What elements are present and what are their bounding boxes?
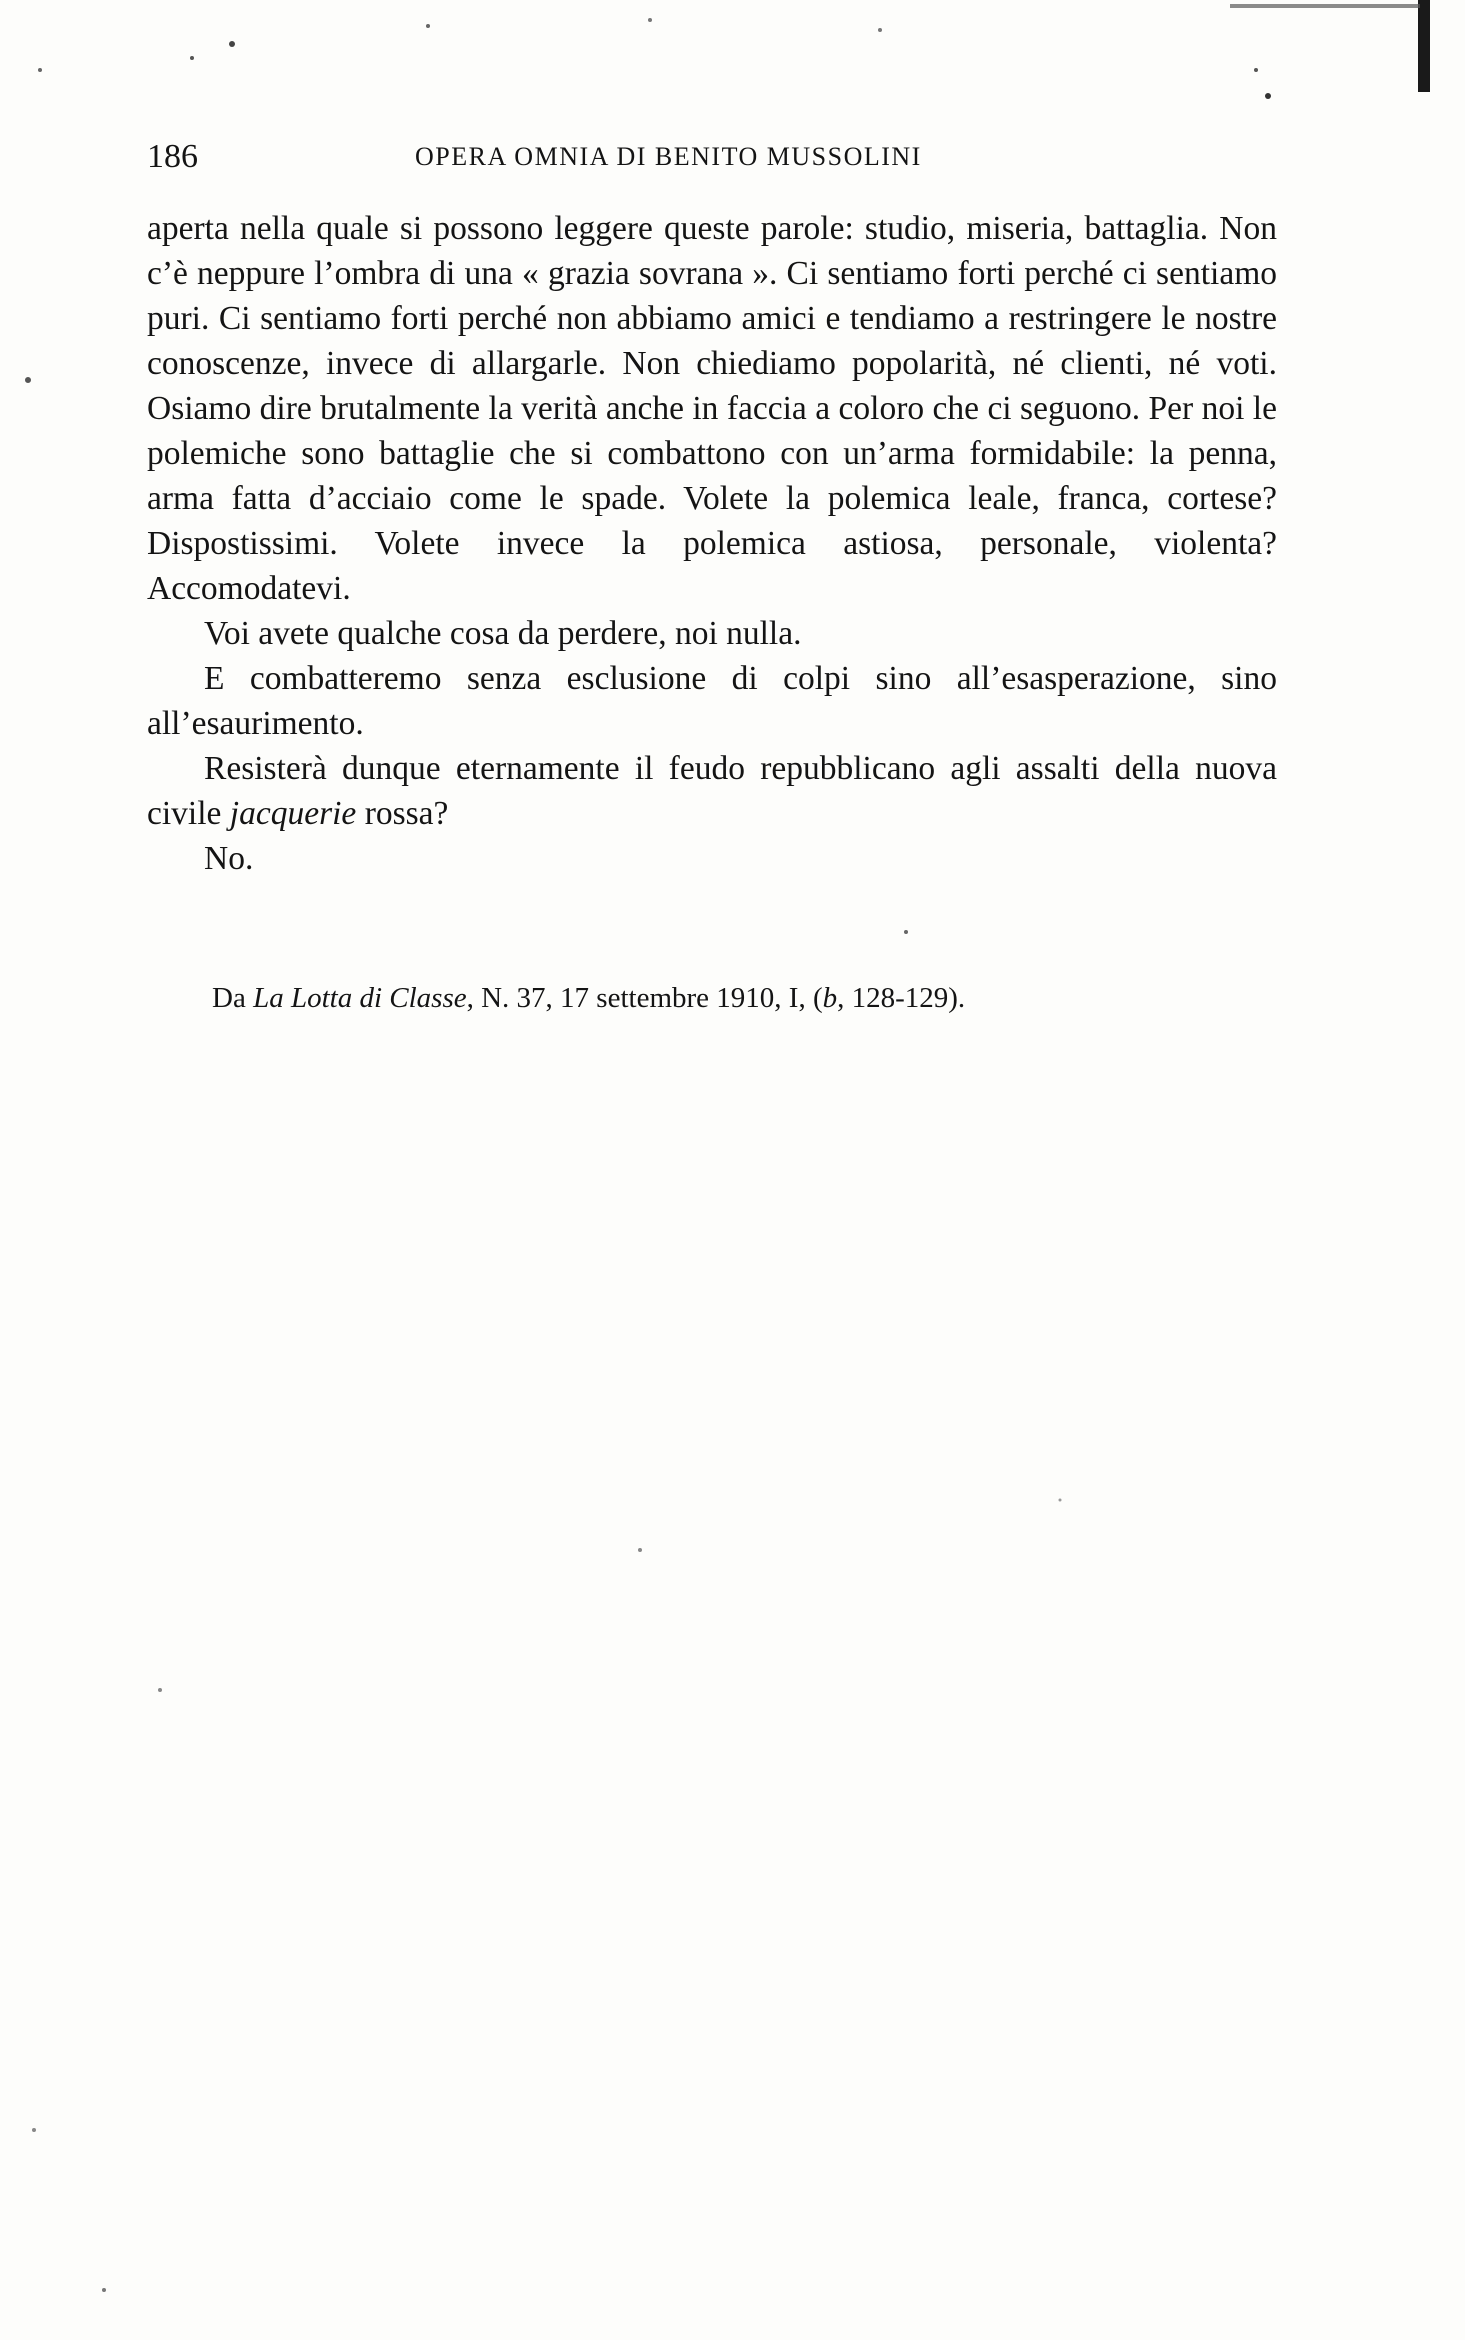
source-note-details: , N. 37, 17 settembre 1910, I, ( (466, 982, 823, 1014)
speck (878, 28, 882, 32)
source-note-prefix: Da (212, 982, 254, 1014)
speck (25, 377, 31, 383)
source-note-journal: La Lotta di Classe (253, 982, 467, 1014)
scan-top-streak (1230, 4, 1420, 8)
running-title: OPERA OMNIA DI BENITO MUSSOLINI (415, 142, 922, 171)
page-header (147, 132, 1277, 182)
source-note (212, 978, 965, 1018)
speck (102, 2288, 106, 2292)
scan-edge-mark (1418, 0, 1430, 92)
speck (32, 2128, 36, 2132)
source-note-volume: b (822, 982, 838, 1014)
paragraph-3: E combatteremo senza esclusione di colpi sino all’esasperazione, sino all’esaurimento. (147, 660, 1277, 742)
paragraph-4-italic: jacquerie (229, 795, 357, 832)
speck (904, 930, 908, 934)
paragraph-4-text: Resisterà dunque eternamente il feudo repubblicano agli assalti della nuova civile (147, 750, 1277, 832)
speck (1265, 93, 1271, 99)
speck (1254, 68, 1258, 72)
body-text (147, 206, 1277, 881)
speck (229, 41, 235, 47)
paragraph-4 (147, 746, 1277, 836)
speck (426, 24, 430, 28)
paragraph-2: Voi avete qualche cosa da perdere, noi nulla. (204, 615, 802, 652)
speck (1059, 1499, 1062, 1502)
paragraph-4-text-end: rossa? (356, 795, 449, 832)
page-number: 186 (147, 138, 198, 175)
speck (158, 1688, 162, 1692)
speck (638, 1548, 642, 1552)
speck (38, 68, 42, 72)
paragraph-1: aperta nella quale si possono leggere queste parole: studio, miseria, battaglia. Non c’è neppure l’ombra di una « grazia sovrana ». Ci sentiamo forti perché ci sentiamo puri. Ci sentiamo forti perché non abbiamo amici e tendiamo a restringere le nostre conoscenze, invece di allargarle. Non chiediamo popolarità, né clienti, né voti. Osiamo dire brutalmente la verità anche in faccia a coloro che ci seguono. Per noi le polemiche sono battaglie che si combattono con un’arma formidabile: la penna, arma fatta d’acciaio come le spade. Volete la polemica leale, franca, cortese? Dispostissimi. Volete invece la polemica astiosa, personale, violenta? Accomodatevi. (147, 210, 1277, 607)
paragraph-5: No. (204, 840, 254, 877)
speck (190, 56, 194, 60)
source-note-pages: , 128-129). (837, 982, 966, 1014)
speck (648, 18, 652, 22)
